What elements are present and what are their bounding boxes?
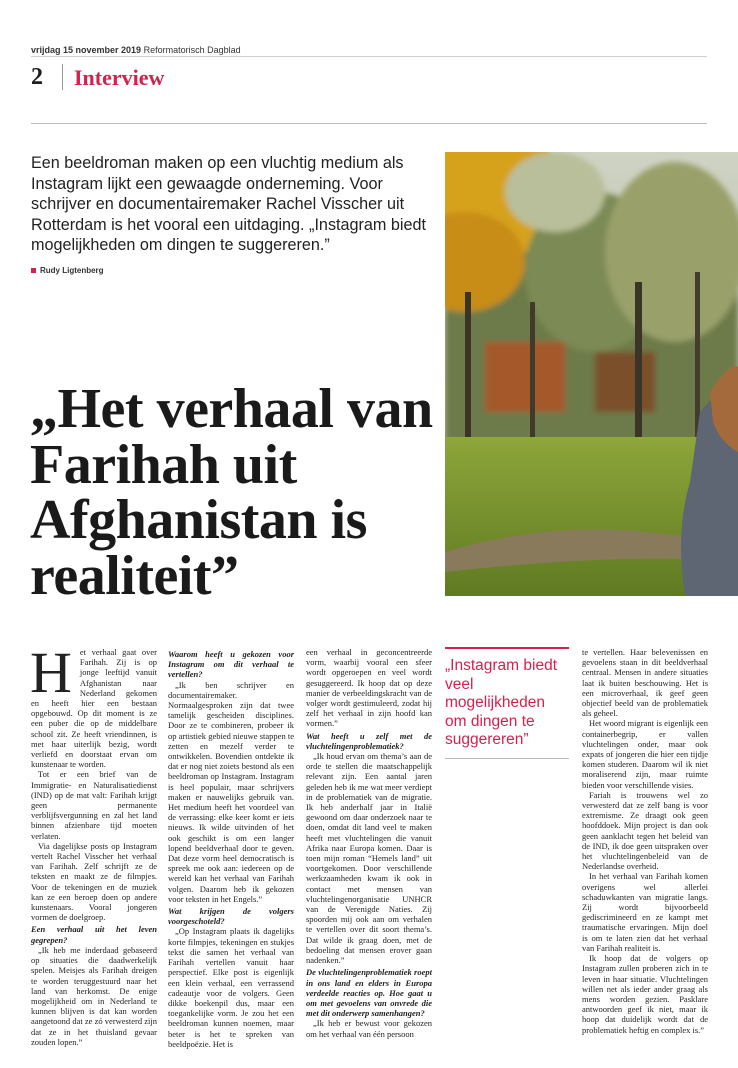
- issue-date: vrijdag 15 november 2019: [31, 45, 142, 55]
- header-divider: [62, 64, 63, 90]
- paragraph: „Ik heb er bewust voor gekozen om het verhaal van één persoon: [306, 1018, 432, 1039]
- newspaper-name: Reformatorisch Dagblad: [143, 45, 241, 55]
- paragraph: Tot er een brief van de Immigratie- en Naturalisatiedienst (IND) op de mat valt: Farihah krijgt geen permanente verblijfsvergunning en zal het land binnen afzienbare tijd moeten verlaten.: [31, 769, 157, 841]
- pull-quote: [445, 647, 569, 759]
- masthead-dateline: [31, 45, 241, 55]
- paragraph: Ik hoop dat de volgers op Instagram zullen proberen zich in te leven in haar situatie. Vluchtelingen willen net als ieder ander graag als mens worden gezien. Pasklare antwoorden geef ik niet, maar ik hoop dat duidelijk wordt dat de problematiek heftig en complex is.”: [582, 953, 708, 1035]
- paragraph: et verhaal gaat over Farihah. Zij is op jonge leeftijd vanuit Afghanistan naar Nederland gekomen en heeft hier een bestaan opgebouwd. Op dit moment is ze een puber die op de middelbare school zit. Ze heeft vriendinnen, is met haar uiterlijk bezig, wordt verliefd en doorstaat ervan om kunstenaar te worden.: [31, 647, 157, 770]
- headline: „Het verhaal van Farihah uit Afghanistan is realiteit”: [30, 378, 433, 607]
- paragraph: „Op Instagram plaats ik dagelijks korte filmpjes, tekeningen en stukjes tekst die samen het verhaal van Farihah vertellen vanuit haar perspectief. Elke post is eigenlijk een klein verhaal, een verrassend cadeautje voor de volgers. Geen dikke boekenpil dus, maar een toegankelijke vorm. Je zou het een beeldroman kunnen noemen, maar beter is het te spreken van beeldpoëzie. Het is: [168, 926, 294, 1049]
- interview-question: Wat heeft u zelf met de vluchtelingenproblematiek?: [306, 730, 432, 751]
- article-column-4: [582, 647, 708, 1035]
- credit-marker: [31, 268, 36, 273]
- paragraph: Via dagelijkse posts op Instagram vertelt Rachel Visscher het verhaal van Farihah. Zelf schrijft ze de teksten en maakt ze de filmpjes. Voor de tekeningen en de muziek kan ze een beroep doen op andere kunstenaars. Vooral jongeren vormen de doelgroep.: [31, 840, 157, 923]
- page-number: 2: [31, 64, 43, 90]
- paragraph: te vertellen. Haar belevenissen en gevoelens staan in dit beeldverhaal centraal. Mensen in andere situaties laat ik buiten beschouwing. Het is een microverhaal, ik geef geen objectief beeld van de problematiek als geheel.: [582, 647, 708, 719]
- section-rule: [31, 123, 707, 124]
- photo-autumn-park: [445, 152, 738, 596]
- paragraph: „Ik heb me inderdaad gebaseerd op situaties die daadwerkelijk spelen. Meisjes als Farihah dreigen te worden teruggestuurd naar het land van herkomst. De enige mogelijkheid om in Nederland te kunnen blijven is dat kan worden aangetoond dat ze zó verwesterd zijn dat ze in het thuisland gevaar zouden lopen.”: [31, 944, 157, 1047]
- interview-question: Waarom heeft u gekozen voor Instagram om dit verhaal te vertellen?: [168, 649, 294, 680]
- article-column-2: [168, 647, 294, 1049]
- interview-question: De vluchtelingenproblematiek roept in ons land en elders in Europa verdeelde reacties op. Hoe gaat u om met gevoelens van onvrede die met dit onderwerp samenhangen?: [306, 967, 432, 1019]
- drop-cap: H: [30, 640, 72, 705]
- article-column-3: [306, 647, 432, 1039]
- pull-quote-text: „Instagram biedt veel mogelijkheden om dingen te suggereren”: [445, 657, 557, 748]
- interview-question: Wat krijgen de volgers voorgeschoteld?: [168, 906, 294, 927]
- pull-quote-rule: [445, 647, 569, 649]
- paragraph: „Ik houd ervan om thema’s aan de orde te stellen die maatschappelijk relevant zijn. Een aantal jaren geleden heb ik me wat meer verdiept in de problematiek van de migratie. Ik heb anderhalf jaar in Italië gewoond om daar onderzoek naar te doen, omdat dit land veel te maken heeft met vluchtelingen die vanuit Afrika naar Europa komen. Daar is toen mijn roman “Hemels land” uit voortgekomen. Door verschillende werkzaamheden kwam ik ook in contact met mensen van vluchtelingenorganisatie UNHCR van de Verenigde Naties. Zij spoorden mij ook aan om verhalen te vertellen over dit soort thema’s. Dat wilde ik graag doen, met de bedoeling dat mensen erover gaan nadenken.”: [306, 751, 432, 966]
- intro-paragraph: Een beeldroman maken op een vluchtig medium als Instagram lijkt een gewaagde onderneming. Voor schrijver en documentairemaker Rachel Visscher uit Rotterdam is het vooral een uitdaging. „Instagram biedt mogelijkheden om dingen te suggereren.”: [31, 154, 427, 254]
- paragraph: „Ik ben schrijver en documentairemaker. Normaalgesproken zijn dat twee tamelijk gescheiden disciplines. Door ze te combineren, probeer ik op artistiek gebied nieuwe stappen te zetten en mezelf verder te ontwikkelen. Bovendien ontdekte ik dat er nog niet zoiets bestond als een beeldroman op Instagram. Instagram is heel populair, maar schrijvers maken er nauwelijks gebruik van. Het medium heeft het voordeel van de verrassing: elke keer komt er iets nieuws. Ik wilde uitvinden of het ook geschikt is om een langer lopend beeldverhaal door te geven. Dat deze vorm heel democratisch is spreek me ook aan: iedereen op de wereld kan het verhaal van Farihah volgen. Daarom heb ik gekozen voor teksten in het Engels.”: [168, 679, 294, 904]
- section-title: Interview: [74, 65, 165, 90]
- credit-name: Rudy Ligtenberg: [40, 266, 104, 275]
- paragraph: In het verhaal van Farihah komen overigens wel allerlei schaduwkanten van migratie langs. Zij wordt bijvoorbeeld gediscrimineerd en ze kampt met traumatische ervaringen. Mijn doel is om te laten zien dat het verhaal van Farihah realiteit is.: [582, 871, 708, 953]
- interview-question: Een verhaal uit het leven gegrepen?: [31, 924, 157, 945]
- paragraph: een verhaal in geconcentreerde vorm, waarbij vooral een sfeer wordt opgeroepen en veel wordt gesuggereerd. Ik hoop dat op deze manier de verbeeldingskracht van de volger wordt gestimuleerd, zodat hij zelf het verhaal in zijn hoofd kan vormen.”: [306, 647, 432, 729]
- photo-credit: [31, 266, 104, 275]
- pull-quote-bottom-rule: [445, 758, 569, 759]
- paragraph: Het woord migrant is eigenlijk een containerbegrip, er vallen vluchtelingen onder, maar ook expats of jongeren die hier een tijdje komen studeren. Daarom wil ik niet moraliserend zijn, maar ruimte bieden voor verschillende visies.: [582, 718, 708, 790]
- paragraph: Fariah is trouwens wel zo verwesterd dat ze zelf bang is voor extremisme. Ze draagt ook geen hoofddoek. Mijn project is dan ook geen aanklacht tegen het beleid van de IND, ik doe geen uitspraken over het vluchtelingenbeleid van de Nederlandse overheid.: [582, 789, 708, 872]
- top-rule: [31, 56, 707, 57]
- photo-illustration: [445, 152, 738, 596]
- article-column-1: [30, 640, 157, 1047]
